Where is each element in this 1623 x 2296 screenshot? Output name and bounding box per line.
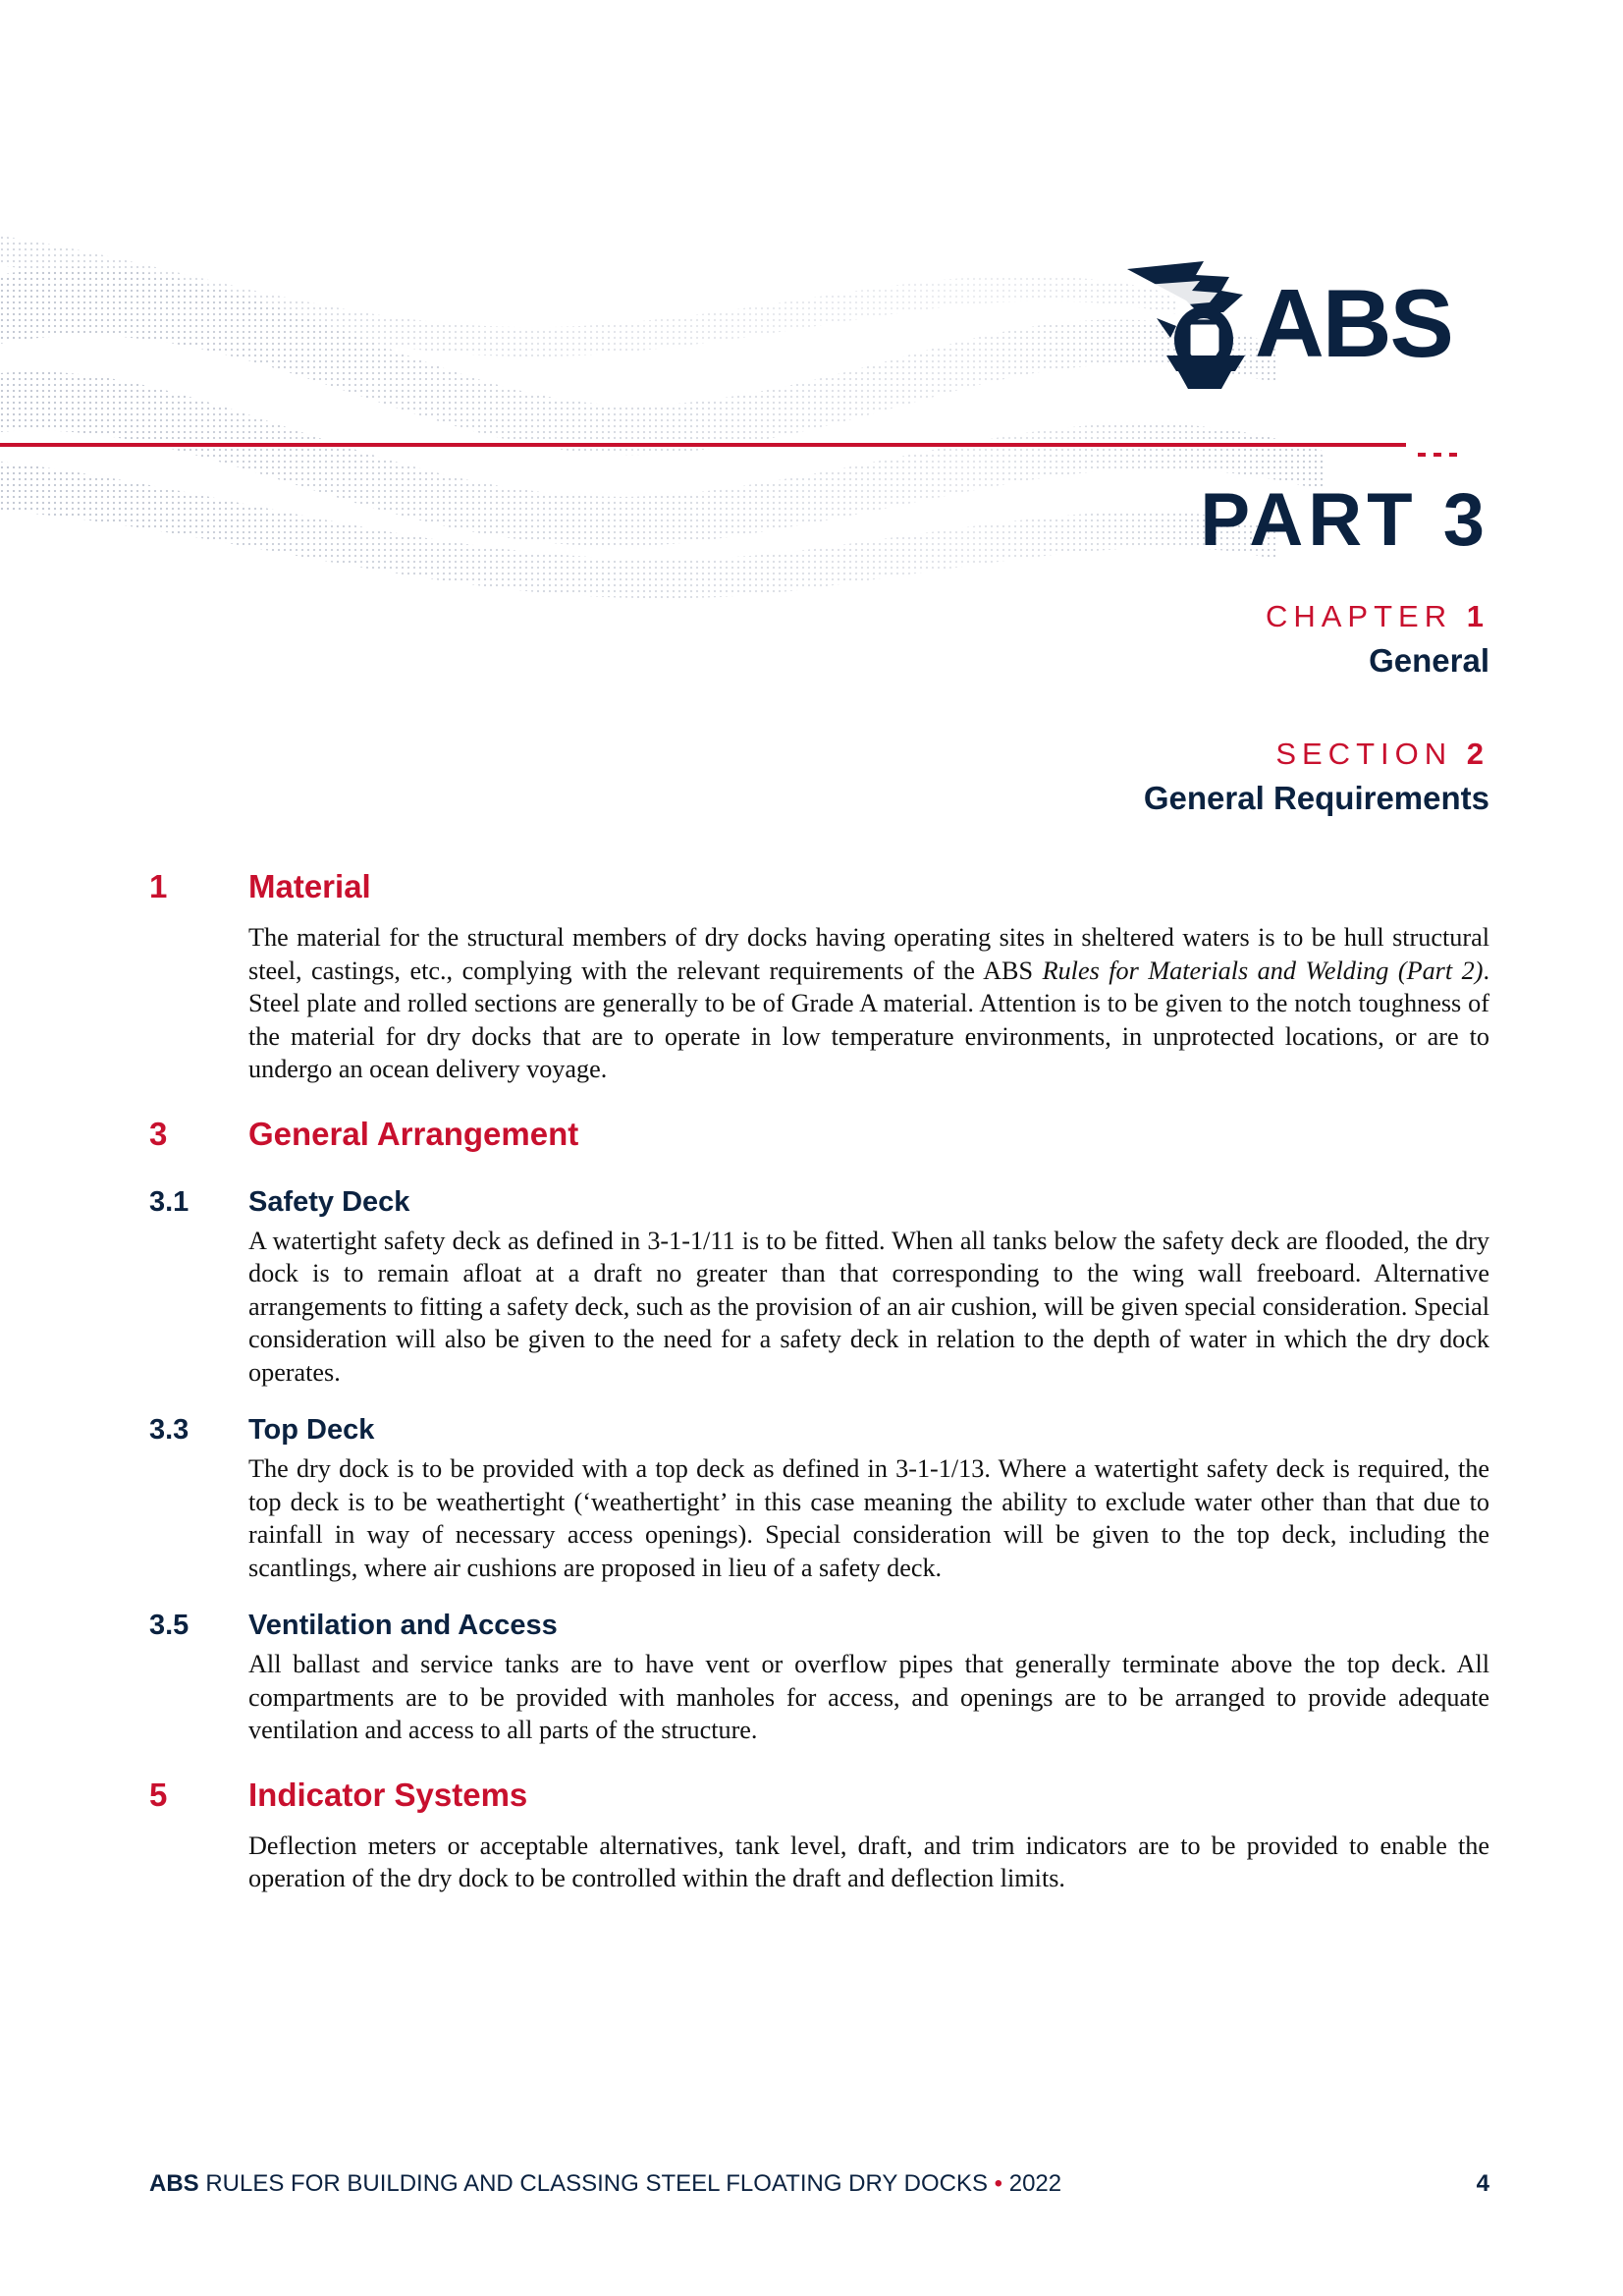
abs-logo-wordmark: ABS (1255, 269, 1452, 377)
ventilation-access-paragraph: All ballast and service tanks are to have vent or overflow pipes that generally terminate above the top deck. All compartments are to be provided with manholes for access, and openings are to be arranged to provide adequate ventilation and access to all parts of the structure. (248, 1650, 1489, 1744)
paragraph-text: . Steel plate and rolled sections are generally to be of Grade A material. Attention is to be given to the notch toughness of the material for dry docks that are to operate in low temperature environments, in unprotected locations, or are to undergo an ocean delivery voyage. (248, 956, 1489, 1083)
heading-number: 3 (149, 1115, 168, 1152)
indicator-systems-paragraph: Deflection meters or acceptable alternatives, tank level, draft, and trim indicators are to be provided to enable the operation of the dry dock to be controlled within the draft and deflection limits. (248, 1831, 1489, 1892)
subheading-safety-deck (149, 1186, 1489, 1219)
paragraph-italic-reference: Rules for Materials and Welding (Part 2) (1042, 956, 1484, 985)
heading-material (149, 868, 1489, 905)
section-label-text: SECTION (1275, 737, 1453, 771)
subheading-top-deck (149, 1414, 1489, 1447)
chapter-number: 1 (1466, 599, 1489, 633)
top-deck-paragraph: The dry dock is to be provided with a top deck as defined in 3-1-1/13. Where a watertight safety deck is required, the top deck is to be weathertight (‘weathertight’ in this case meaning the ability to exclude water other than that due to rainfall in way of necessary access openings). Special consideration will be given to the top deck, including the scantlings, where air cushions are proposed in lieu of a safety deck. (248, 1454, 1489, 1582)
heading-number: 5 (149, 1776, 168, 1813)
page-footer (149, 2170, 1489, 2198)
footer-title (149, 2170, 1061, 2198)
abs-logo (1127, 253, 1481, 401)
heading-title: Material (248, 868, 371, 904)
footer-document-title: RULES FOR BUILDING AND CLASSING STEEL FLOATING DRY DOCKS (205, 2170, 988, 2197)
heading-number: 1 (149, 868, 168, 904)
subheading-title: Safety Deck (248, 1185, 410, 1218)
subheading-number: 3.3 (149, 1414, 189, 1446)
subheading-number: 3.1 (149, 1185, 189, 1218)
subheading-number: 3.5 (149, 1610, 189, 1641)
subheading-title: Top Deck (248, 1414, 375, 1446)
section-number: 2 (1466, 737, 1489, 771)
chapter-label-text: CHAPTER (1265, 599, 1453, 633)
eagle-emblem-icon (1127, 261, 1255, 389)
heading-general-arrangement (149, 1116, 1489, 1153)
heading-title: Indicator Systems (248, 1776, 528, 1813)
footer-brand: ABS (149, 2170, 199, 2197)
section-title: General Requirements (1143, 780, 1489, 816)
page-number: 4 (1476, 2170, 1489, 2197)
subheading-ventilation-access (149, 1610, 1489, 1642)
chapter-label (1266, 601, 1489, 631)
heading-indicator-systems (149, 1777, 1489, 1814)
document-body (149, 868, 1489, 1895)
header-rule-dots (1418, 444, 1477, 448)
section-label (1275, 738, 1489, 769)
footer-year: 2022 (1008, 2170, 1062, 2197)
heading-title: General Arrangement (248, 1115, 579, 1152)
safety-deck-paragraph: A watertight safety deck as defined in 3-1-1/11 is to be fitted. When all tanks below the safety deck are flooded, the dry dock is to remain afloat at a draft no greater than that corresponding to the wing wall freeboard. Alternative arrangements to fitting a safety deck, such as the provision of an air cushion, will be given special consideration. Special consideration will also be given to the need for a safety deck in relation to the depth of water in which the dry dock operates. (248, 1226, 1489, 1387)
header-rule (0, 443, 1406, 447)
part-title: PART 3 (1200, 478, 1489, 562)
subheading-title: Ventilation and Access (248, 1610, 558, 1641)
material-paragraph (248, 921, 1489, 1086)
paragraph-text: The material for the structural members of dry docks having operating sites in sheltered waters is to be hull structural steel, castings, etc., complying with the relevant requirements of the ABS (248, 923, 1489, 985)
footer-separator: • (994, 2170, 1003, 2197)
chapter-title: General (1369, 642, 1489, 679)
